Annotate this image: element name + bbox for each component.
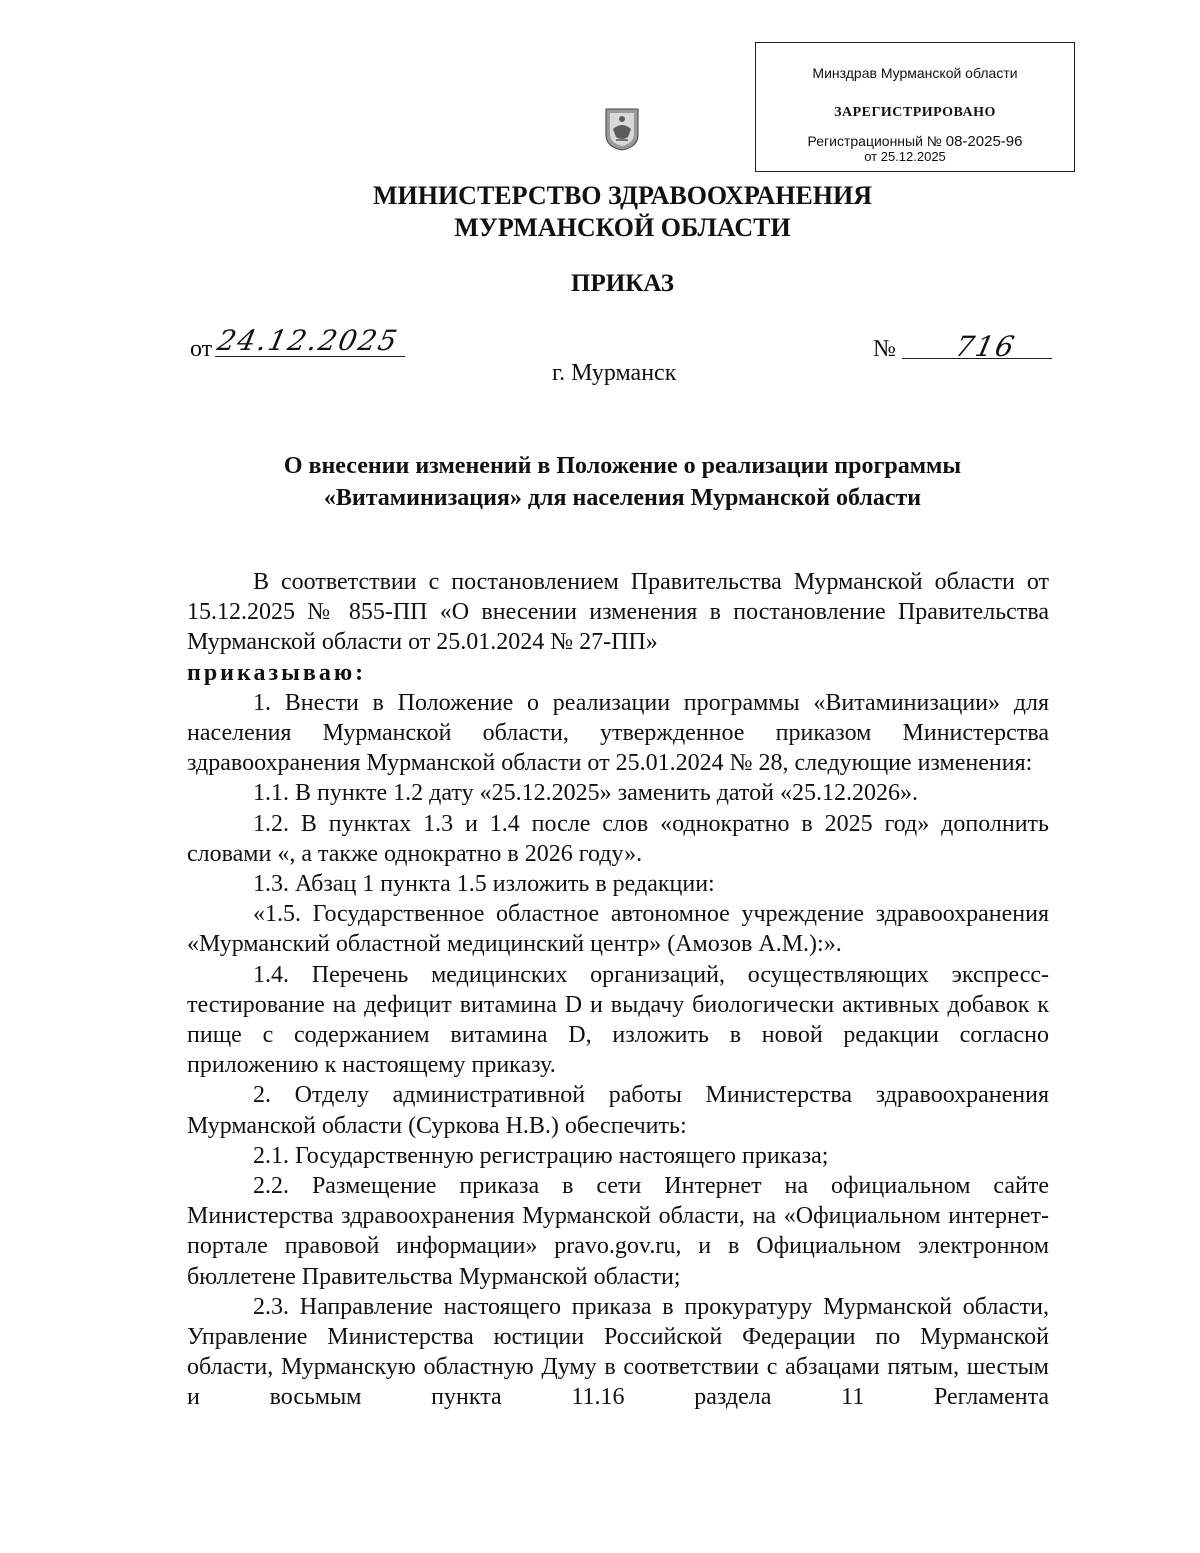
item-2-1: 2.1. Государственную регистрацию настоящего приказа; [253, 1142, 829, 1169]
order-word-paragraph [187, 658, 1049, 688]
item-1: 1. Внести в Положение о реализации программы «Витаминизации» для населения Мурманской области, утвержденное приказом Министерства здравоохранения Мурманской области от 25.01.2024 № 28, следующие изменения: [187, 689, 1049, 777]
title-line-2: «Витаминизация» для населения Мурманской области [323, 485, 922, 511]
stamp-reg-number-line [756, 133, 1074, 150]
preamble: В соответствии с постановлением Правительства Мурманской области от 15.12.2025 № 855-ПП «О внесении изменения в постановление Правительства Мурманской области от 25.01.2024 № 27-ПП» [187, 569, 1049, 656]
item-2: 2. Отделу административной работы Министерства здравоохранения Мурманской области (Суркова Н.В.) обеспечить: [187, 1082, 1049, 1139]
coat-of-arms-icon [604, 107, 640, 151]
ministry-line-2: МУРМАНСКОЙ ОБЛАСТИ [454, 213, 791, 242]
stamp-status: ЗАРЕГИСТРИРОВАНО [834, 105, 996, 120]
order-word: приказываю: [187, 659, 367, 686]
item-2-3: 2.3. Направление настоящего приказа в прокуратуру Мурманской области, Управление Министерства юстиции Российской Федерации по Мурманской области, Мурманскую областную Думу в соответствии с абзацами пятым, шестым и восьмым пункта 11.16 раздела 11 Регламента [187, 1293, 1049, 1411]
stamp-reg-label: Регистрационный № [807, 133, 942, 149]
date-underline [215, 356, 405, 357]
order-body [187, 567, 1049, 1413]
stamp-reg-number: 08-2025-96 [945, 133, 1023, 150]
item-1-4: 1.4. Перечень медицинских организаций, осуществляющих экспресс-тестирование на дефицит витамина D и выдачу биологически активных добавок к пище с содержанием витамина D, изложить в новой редакции согласно приложению к настоящему приказу. [187, 961, 1049, 1079]
title-line-1: О внесении изменений в Положение о реализации программы [283, 453, 962, 479]
date-prefix: от [190, 336, 213, 362]
stamp-date-label: от [864, 149, 878, 164]
handwritten-number: 716 [952, 330, 1019, 363]
number-prefix: № [873, 336, 896, 362]
stamp-date-line [756, 149, 1074, 164]
item-1-3: 1.3. Абзац 1 пункта 1.5 изложить в редакции: [253, 871, 715, 898]
handwritten-date: 24.12.2025 [214, 324, 403, 357]
registration-stamp [755, 42, 1075, 172]
order-date [190, 324, 403, 362]
ministry-name [0, 180, 1200, 244]
item-1-3-quote: «1.5. Государственное областное автономное учреждение здравоохранения «Мурманский областной медицинский центр» (Амозов А.М.):». [187, 901, 1049, 958]
item-1-1: 1.1. В пункте 1.2 дату «25.12.2025» заменить датой «25.12.2026». [253, 780, 918, 807]
stamp-organization: Минздрав Мурманской области [812, 65, 1018, 81]
item-1-2: 1.2. В пунктах 1.3 и 1.4 после слов «однократно в 2025 год» дополнить словами «, а также однократно в 2026 году». [187, 810, 1049, 867]
city: г. Мурманск [552, 360, 677, 386]
ministry-line-1: МИНИСТЕРСТВО ЗДРАВООХРАНЕНИЯ [372, 181, 873, 210]
stamp-date: 25.12.2025 [880, 149, 946, 164]
item-2-2: 2.2. Размещение приказа в сети Интернет на официальном сайте Министерства здравоохранения Мурманской области, на «Официальном интернет-портале правовой информации» pravo.gov.ru, и в Официальном электронном бюллетене Правительства Мурманской области; [187, 1173, 1049, 1290]
number-underline [902, 358, 1052, 359]
document-type: ПРИКАЗ [571, 270, 674, 297]
order-title [0, 450, 1200, 514]
